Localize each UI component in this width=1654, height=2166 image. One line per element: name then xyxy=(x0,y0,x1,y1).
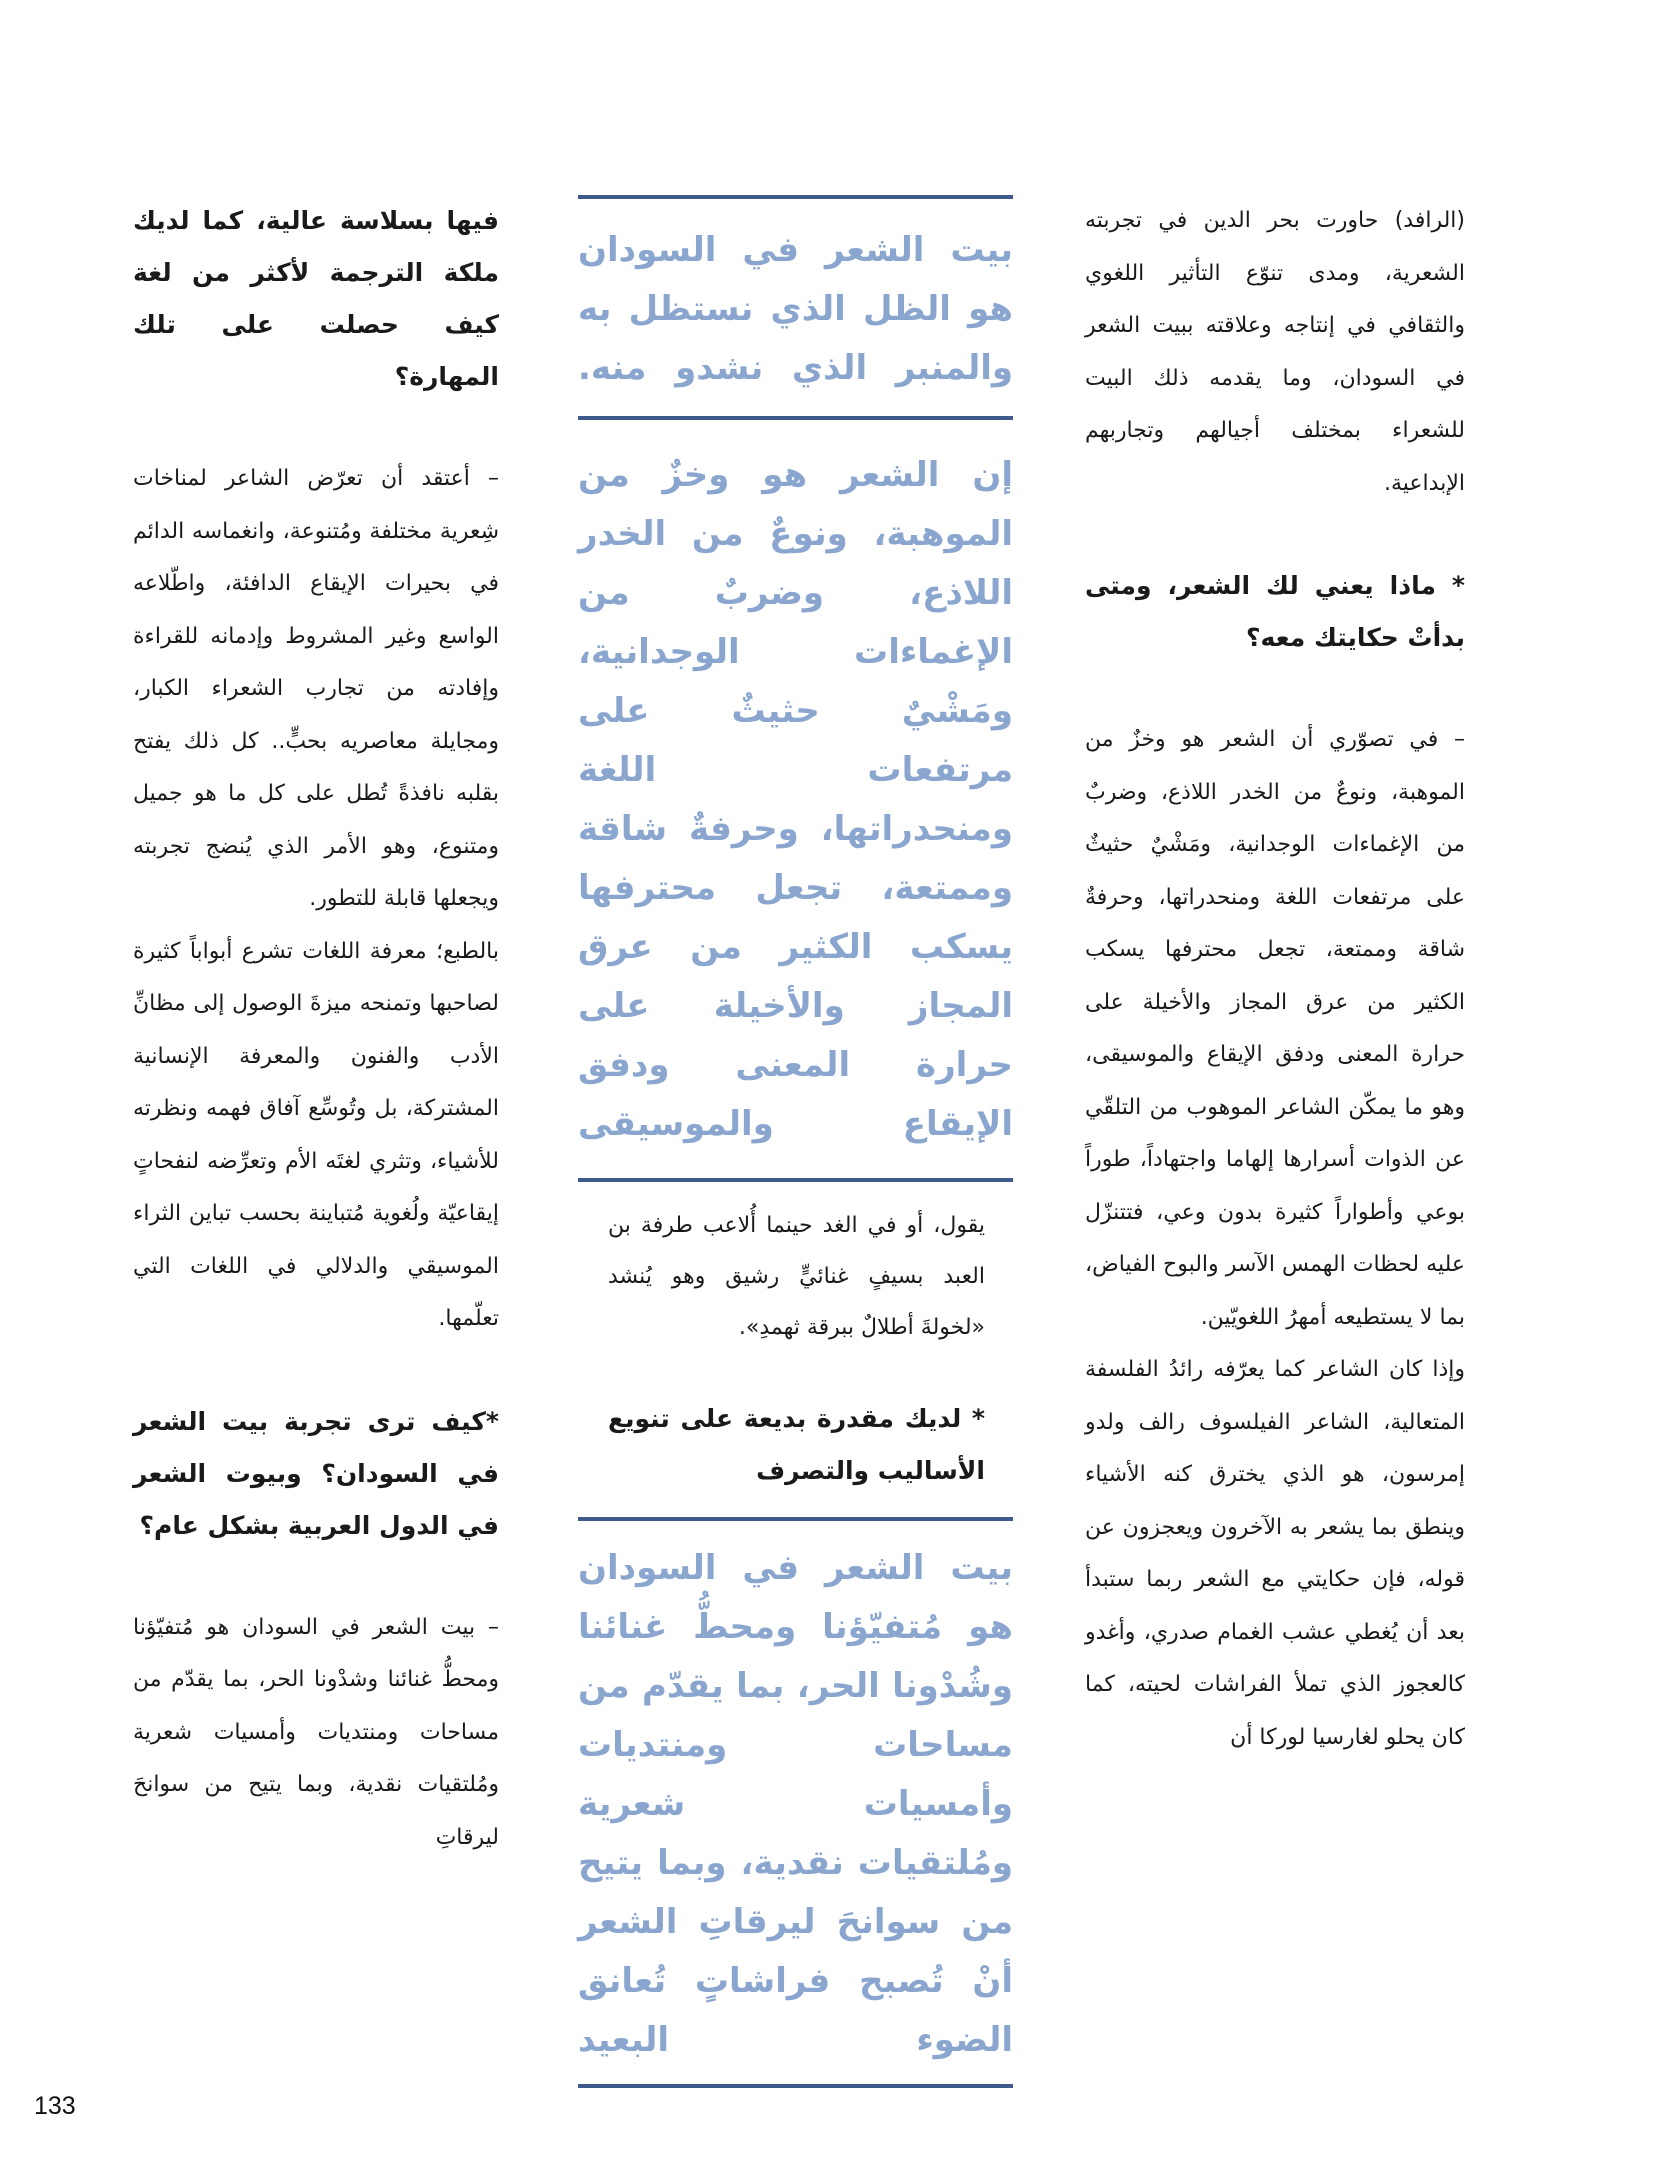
pull-quote-1: بيت الشعر في السودان هو الظل الذي نستظل به والمنبر الذي نشدو منه. xyxy=(578,230,1013,388)
bottom-rule xyxy=(578,2084,1013,2088)
answer-2-paragraph-2: بالطبع؛ معرفة اللغات تشرع أبواباً كثيرة لصاحبها وتمنحه ميزةَ الوصول إلى مظانِّ الأدب والفنون والمعرفة الإنسانية المشتركة، بل وتُوسِّع آفاق فهمه ونظرته للأشياء، وتثري لغتَه الأم وتعرِّضه لنفحاتٍ إيقاعيّة ولُغوية مُتباينة بحسب تباين الثراء الموسيقي والدلالي في اللغات التي تعلّمها. xyxy=(133,938,499,1331)
answer-2-paragraph-1: – أعتقد أن تعرّض الشاعر لمناخات شِعرية مختلفة ومُتنوعة، وانغماسه الدائم في بحيرات الإيقاع الدافئة، واطّلاعه الواسع وغير المشروط وإدمانه للقراءة وإفادته من تجارب الشعراء الكبار، ومجايلة معاصريه بحبٍّ.. كل ذلك يفتح بقلبه نافذةً تُطل على كل ما هو جميل ومتنوع، وهو الأمر الذي يُنضج تجربته ويجعلها قابلة للتطور. xyxy=(133,466,499,911)
pull-quote-3: بيت الشعر في السودان هو مُتفيّؤنا ومحطُّ غنائنا وشُدْونا الحر، بما يقدّم من مساحات ومنتديات وأمسيات شعرية ومُلتقيات نقدية، وبما يتيح من سوانحَ ليرقاتِ الشعر أنْ تُصبح فراشاتٍ تُعانق الضوء البعيد xyxy=(578,1548,1013,2060)
answer-3: – بيت الشعر في السودان هو مُتفيّؤنا ومحطُّ غنائنا وشدْونا الحر، بما يقدّم من مساحات ومنتديات وأمسيات شعرية ومُلتقيات نقدية، وبما يتيح من سوانحَ ليرقاتِ xyxy=(133,1614,499,1850)
question-2: * لديك مقدرة بديعة على تنويع الأساليب والتصرف xyxy=(608,1404,985,1485)
question-1: * ماذا يعني لك الشعر، ومتى بدأتْ حكايتك معه؟ xyxy=(1085,571,1465,652)
right-column xyxy=(1085,195,1465,1764)
quote-paragraph: يقول، أو في الغد حينما أُلاعب طرفة بن العبد بسيفٍ غنائيٍّ رشيق وهو يُنشد «لخولةَ أطلالٌ ببرقة ثهمدِ». xyxy=(608,1213,985,1340)
question-2-continued: فيها بسلاسة عالية، كما لديك ملكة الترجمة لأكثر من لغة كيف حصلت على تلك المهارة؟ xyxy=(133,206,499,391)
intro-paragraph: (الرافد) حاورت بحر الدين في تجربته الشعرية، ومدى تنوّع التأثير اللغوي والثقافي في إنتاجه وعلاقته ببيت الشعر في السودان، وما يقدمه ذلك البيت للشعراء بمختلف أجيالهم وتجاربهم الإبداعية. xyxy=(1085,208,1465,496)
answer-1-paragraph-2: وإذا كان الشاعر كما يعرّفه رائدُ الفلسفة المتعالية، الشاعر الفيلسوف رالف ولدو إمرسون، هو الذي يخترق كنه الأشياء وينطق بما يشعر به الآخرون ويعجزون عن قوله، فإن حكايتي مع الشعر ربما ستبدأ بعد أن يُغطي عشب الغمام صدري، وأغدو كالعجوز الذي تملأ الفراشات لحيته، كما كان يحلو لغارسيا لوركا أن xyxy=(1085,1357,1465,1750)
left-column xyxy=(133,195,499,1864)
pull-quote-2: إن الشعر هو وخزٌ من الموهبة، ونوعٌ من الخدر اللاذع، وضربٌ من الإغماءات الوجدانية، ومَشْيٌ حثيثٌ على مرتفعات اللغة ومنحدراتها، وحرفةٌ شاقة وممتعة، تجعل محترفها يسكب الكثير من عرق المجاز والأخيلة على حرارة المعنى ودفق الإيقاع والموسيقى xyxy=(578,455,1013,1144)
question-3: *كيف ترى تجربة بيت الشعر في السودان؟ وبيوت الشعر في الدول العربية بشكل عام؟ xyxy=(133,1406,499,1540)
page-number: 133 xyxy=(34,2092,76,2120)
middle-column xyxy=(578,195,1013,2088)
answer-1-paragraph-1: – في تصوّري أن الشعر هو وخزٌ من الموهبة، ونوعٌ من الخدر اللاذع، وضربٌ من الإغماءات الوجدانية، ومَشْيٌ حثيثٌ على مرتفعات اللغة ومنحدراتها، وحرفةٌ شاقة وممتعة، تجعل محترفها يسكب الكثير من عرق المجاز والأخيلة على حرارة المعنى ودفق الإيقاع والموسيقى، وهو ما يمكّن الشاعر الموهوب من التلقّي عن الذوات أسرارها إلهاما واجتهاداً، طوراً بوعي وأطواراً كثيرة بدون وعي، فتتنزّل عليه لحظات الهمس الآسر والبوح الفياض، بما لا يستطيعه أمهرُ اللغويّين. xyxy=(1085,727,1465,1330)
